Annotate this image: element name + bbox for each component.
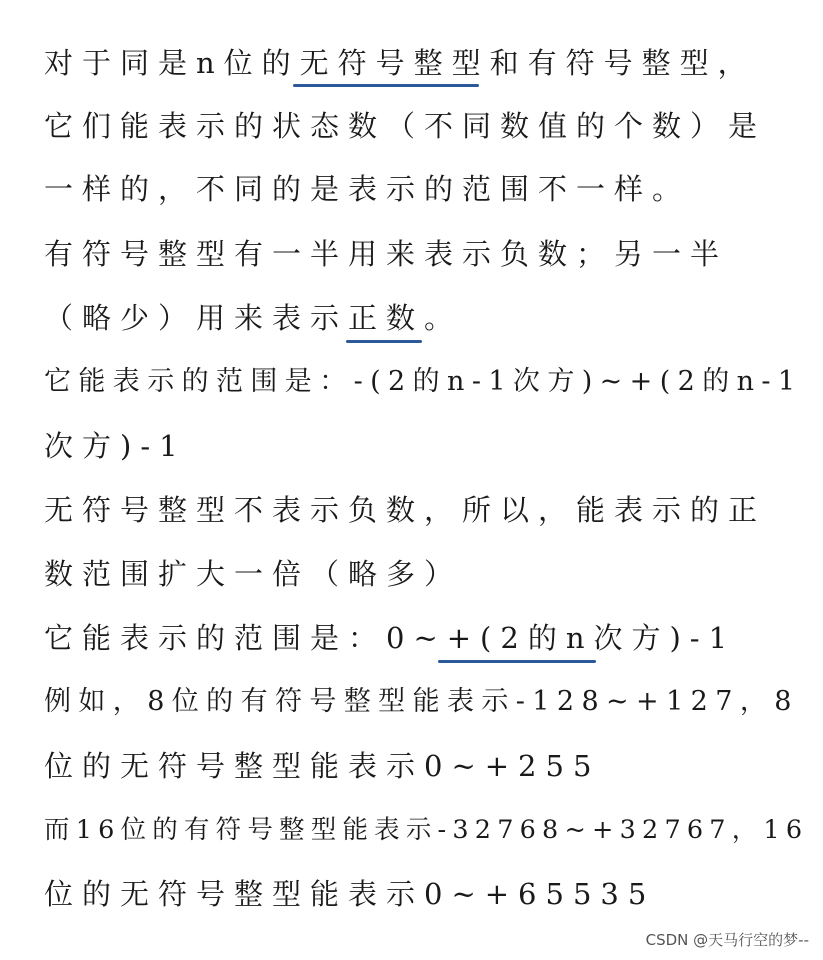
note-line-2: 它们能表示的状态数（不同数值的个数）是 xyxy=(44,109,767,143)
note-line-6: 它能表示的范围是：-(2的n-1次方)~+(2的n-1 xyxy=(44,366,803,397)
note-line-8: 无符号整型不表示负数，所以，能表示的正 xyxy=(44,493,767,527)
underline-unsigned-integer xyxy=(293,84,479,87)
note-line-13: 而16位的有符号整型能表示-32768~+32767，16 xyxy=(44,815,809,845)
note-line-3: 一样的，不同的是表示的范围不一样。 xyxy=(44,172,691,206)
note-line-4: 有符号整型有一半用来表示负数；另一半 xyxy=(44,237,729,271)
underline-2-to-the-n xyxy=(438,660,596,663)
note-line-1: 对于同是n位的无符号整型和有符号整型， xyxy=(44,46,756,80)
csdn-watermark: CSDN @天马行空的梦-- xyxy=(645,931,809,949)
note-line-12: 位的无符号整型能表示0~+255 xyxy=(44,749,601,783)
underline-positive-number xyxy=(346,340,422,343)
note-line-7: 次方)-1 xyxy=(44,429,187,463)
note-line-10: 它能表示的范围是：0~+(2的n次方)-1 xyxy=(44,621,737,655)
note-line-9: 数范围扩大一倍（略多） xyxy=(44,557,463,591)
note-line-5: （略少）用来表示正数。 xyxy=(44,301,463,335)
note-line-11: 例如，8位的有符号整型能表示-128~+127，8 xyxy=(44,686,799,717)
note-line-14: 位的无符号整型能表示0~+65535 xyxy=(44,877,656,911)
